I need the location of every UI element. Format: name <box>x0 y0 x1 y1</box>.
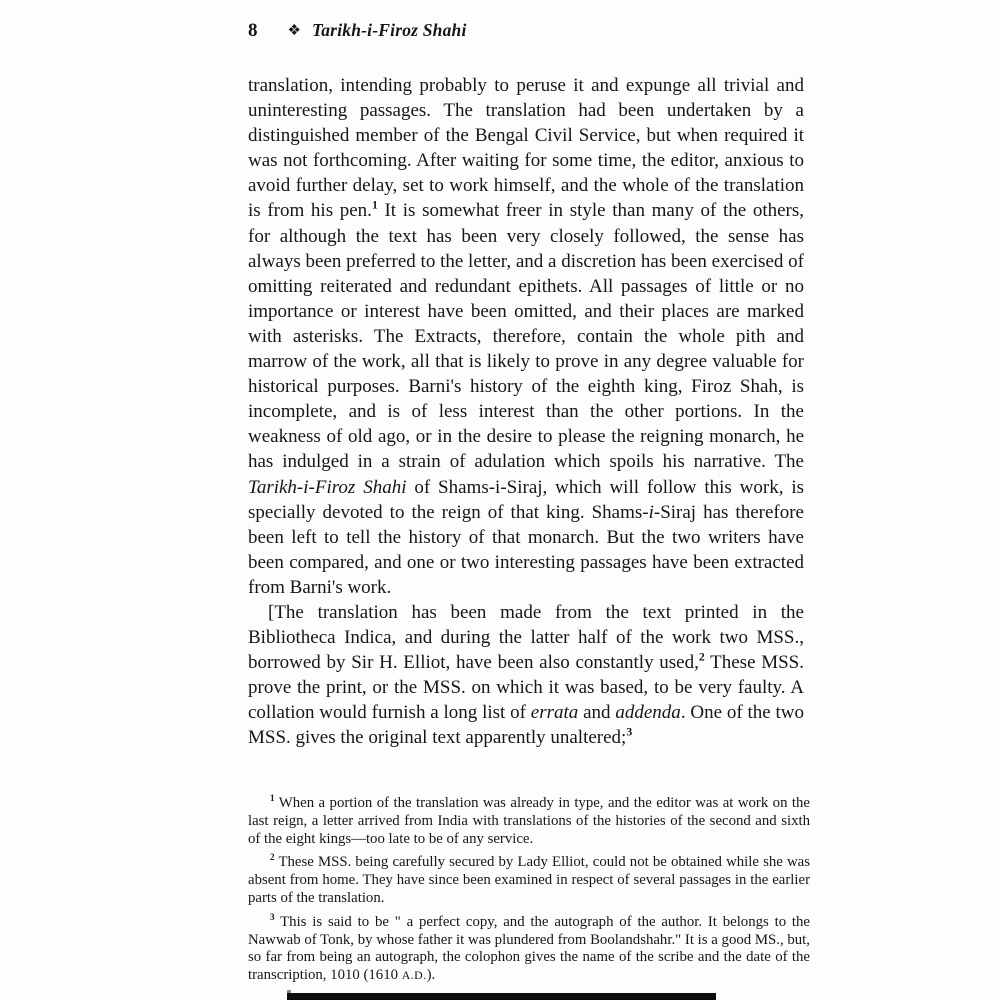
running-title: Tarikh-i-Firoz Shahi <box>311 20 467 40</box>
page-number: 8 <box>248 20 258 41</box>
footnote-2: $^2$ These MSS. being carefully secured by Lady Elliot, could not be obtained while she was absent from home. They have since been examined in respect of several passages in the earlier parts of the translation. <box>248 852 810 906</box>
scan-artifact-bar <box>287 993 716 1000</box>
body-paragraph-2: [The translation has been made from the text printed in the Bibliotheca Indica, and during the latter half of the work two MSS., borrowed by Sir H. Elliot, have been also constantly used,$^2$ These MSS. prove the print, or the MSS. on which it was based, to be very faulty. A collation would furnish a long list of errata and addenda. One of the two MSS. gives the original text apparently unaltered;$^3$ <box>248 601 805 749</box>
body-paragraph-1: translation, intending probably to peruse it and expunge all trivial and uninteresting passages. The translation had been undertaken by a distinguished member of the Bengal Civil Service, but when required it was not forthcoming. After waiting for some time, the editor, anxious to avoid further delay, set to work himself, and the whole of the translation is from his pen.$^1$ It is somewhat freer in style than many of the others, for although the text has been very closely followed, the sense has always been preferred to the letter, and a discretion has been exercised of omitting reiterated and redundant epithets. All passages of little or no importance or interest have been omitted, and their places are marked with asterisks. The Extracts, therefore, contain the whole pith and marrow of the work, all that is likely to prove in any degree valuable for historical purposes. Barni's history of the eighth king, Firoz Shah, is incomplete, and is of less interest than the other portions. In the weakness of old ago, or in the desire to please the reigning monarch, he has indulged in a strain of adulation which spoils his narrative. The Tarikh-i-Firoz Shahi of Shams-i-Siraj, which will follow this work, is specially devoted to the reign of that king. Shams-i-Siraj has therefore been left to tell the history of that monarch. But the two writers have been compared, and one or two interesting passages have been extracted from Barni's work. <box>248 75 805 598</box>
running-header <box>248 20 804 42</box>
footnote-1: $^1$ When a portion of the translation was already in type, and the editor was at work on the last reign, a letter arrived from India with translations of the histories of the second and sixth of the eight kings—too late to be of any service. <box>248 793 810 847</box>
diamond-ornament-icon: ❖ <box>287 23 301 39</box>
footnotes-section <box>248 795 810 991</box>
footnote-3: $^3$ This is said to be " a perfect copy, and the autograph of the author. It belongs to the Nawwab of Tonk, by whose father it was plundered from Boolandshahr." It is a good MS., but, so far from being an autograph, the colophon gives the name of the scribe and the date of the transcription, 1010 (1610 A.D.). <box>248 911 810 984</box>
body-text <box>248 73 804 751</box>
